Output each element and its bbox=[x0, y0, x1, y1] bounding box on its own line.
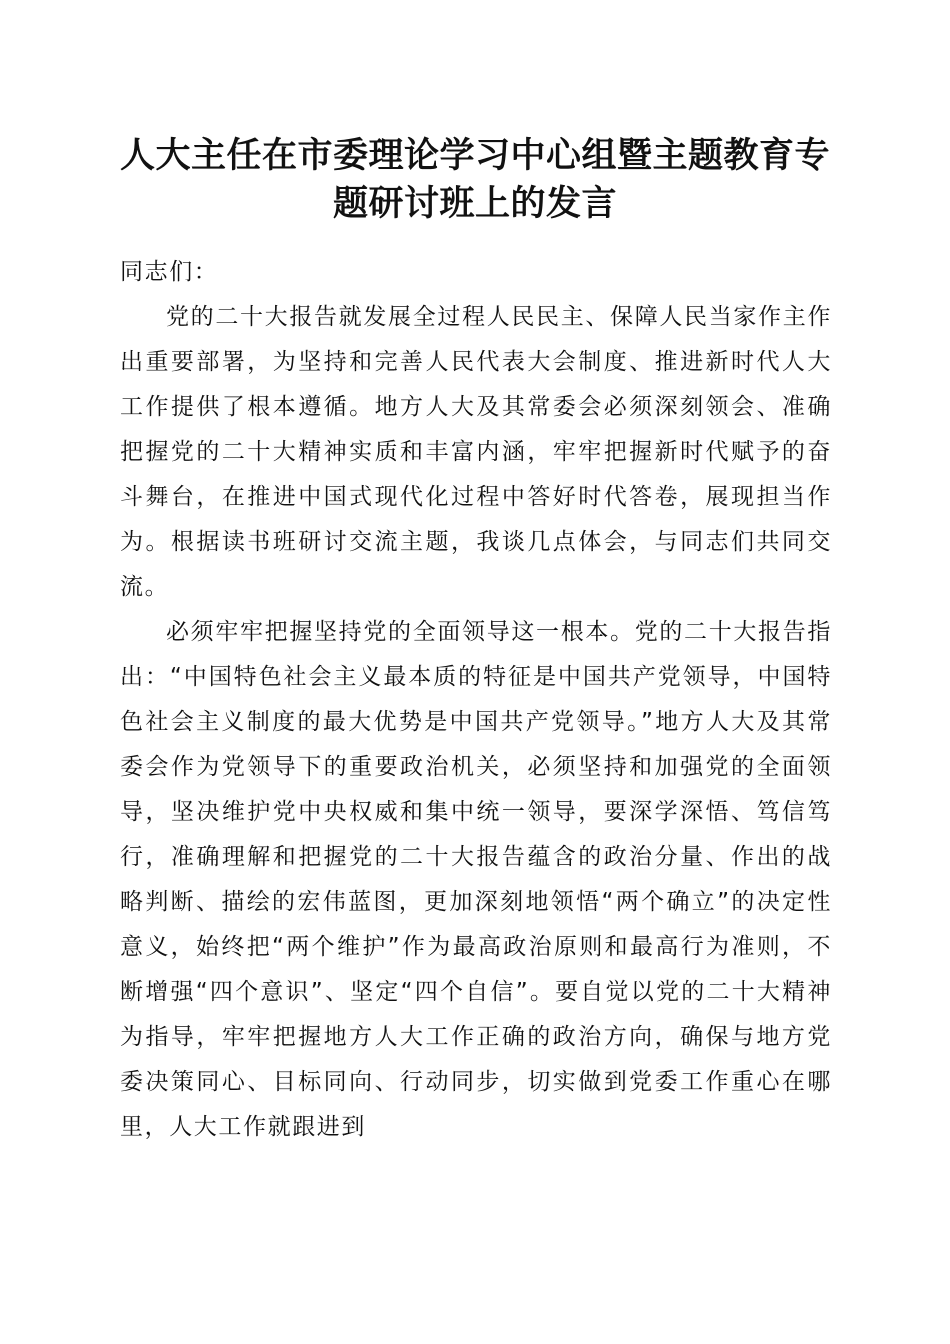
paragraph-intro: 党的二十大报告就发展全过程人民民主、保障人民当家作主作出重要部署，为坚持和完善人民代表大会制度、推进新时代人大工作提供了根本遵循。地方人大及其常委会必须深刻领会、准确把握党的二十大精神实质和丰富内涵，牢牢把握新时代赋予的奋斗舞台，在推进中国式现代化过程中答好时代答卷，展现担当作为。根据读书班研讨交流主题，我谈几点体会，与同志们共同交流。 bbox=[120, 304, 832, 600]
document-body bbox=[120, 250, 832, 1150]
salutation: 同志们： bbox=[120, 259, 219, 285]
document-title bbox=[100, 132, 850, 228]
paragraph-party-leadership: 必须牢牢把握坚持党的全面领导这一根本。党的二十大报告指出：“中国特色社会主义最本质的特征是中国共产党领导，中国特色社会主义制度的最大优势是中国共产党领导。”地方人大及其常委会作为党领导下的重要政治机关，必须坚持和加强党的全面领导，坚决维护党中央权威和集中统一领导，要深学深悟、笃信笃行，准确理解和把握党的二十大报告蕴含的政治分量、作出的战略判断、描绘的宏伟蓝图，更加深刻地领悟“两个确立”的决定性意义，始终把“两个维护”作为最高政治原则和最高行为准则，不断增强“四个意识”、坚定“四个自信”。要自觉以党的二十大精神为指导，牢牢把握地方人大工作正确的政治方向，确保与地方党委决策同心、目标同向、行动同步，切实做到党委工作重心在哪里，人大工作就跟进到 bbox=[120, 619, 832, 1140]
title-line-1: 人大主任在市委理论学习中心组暨主题教育专 bbox=[119, 135, 830, 176]
title-line-2: 题研讨班上的发言 bbox=[332, 183, 617, 224]
